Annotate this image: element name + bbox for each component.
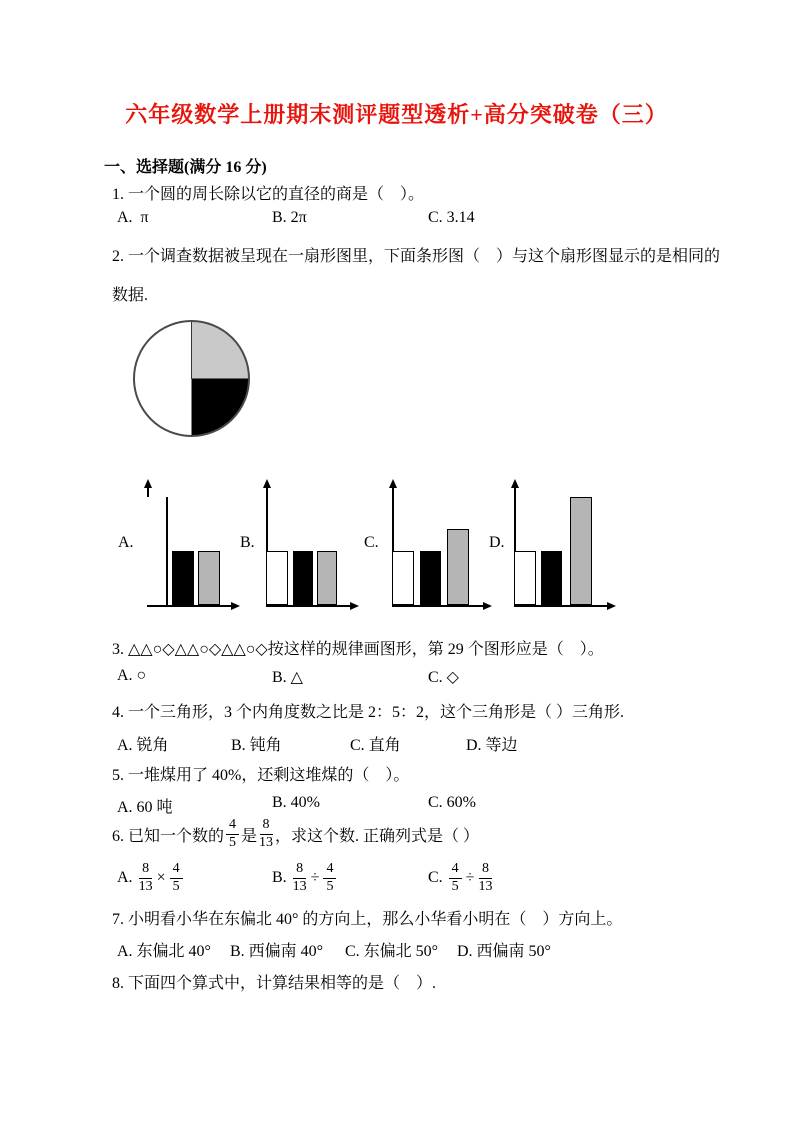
bar-gray bbox=[447, 529, 469, 605]
section-heading: 一、选择题(满分 16 分) bbox=[104, 159, 267, 176]
question-5: 5. 一堆煤用了 40%，还剩这堆煤的（ ）。 bbox=[112, 767, 410, 784]
y-axis-arrow-icon bbox=[144, 479, 152, 488]
question-4: 4. 一个三角形，3 个内角度数之比是 2：5：2，这个三角形是（ ）三角形. bbox=[112, 704, 625, 721]
q4-option-d: D. 等边 bbox=[466, 737, 518, 754]
bar-chart-option-d bbox=[514, 480, 614, 612]
q6-option-b-operator: ÷ bbox=[310, 869, 320, 886]
q6-fraction-1: $\frac{4}{5}$ bbox=[226, 818, 239, 850]
x-axis-arrow-icon bbox=[350, 602, 359, 610]
question-7: 7. 小明看小华在东偏北 40° 的方向上，那么小华看小明在（ ）方向上。 bbox=[112, 911, 623, 928]
q1-option-b: B. 2π bbox=[272, 209, 307, 226]
q6-option-c-operator: ÷ bbox=[465, 869, 475, 886]
q5-option-c: C. 60% bbox=[428, 794, 476, 811]
q6-fraction-2: $\frac{8}{13}$ bbox=[259, 816, 274, 850]
x-axis-arrow-icon bbox=[231, 602, 240, 610]
q6-option-c-fraction-1: $\frac{4}{5}$ bbox=[449, 862, 462, 894]
question-2-line2: 数据. bbox=[112, 287, 149, 304]
q6-mid: 是 bbox=[241, 827, 258, 845]
question-1: 1. 一个圆的周长除以它的直径的商是（ ）。 bbox=[112, 186, 425, 203]
q6-prefix: 6. 已知一个数的 bbox=[112, 827, 225, 845]
bar-gray bbox=[198, 551, 220, 605]
q3-option-c: C. ◇ bbox=[428, 669, 459, 686]
question-2-line1: 2. 一个调查数据被呈现在一扇形图里，下面条形图（ ）与这个扇形图显示的是相同的 bbox=[112, 248, 721, 265]
q1-option-c: C. 3.14 bbox=[428, 209, 475, 226]
bar-white bbox=[392, 551, 414, 605]
q6-option-c-label: C. bbox=[428, 869, 447, 886]
q6-option-c-fraction-2: $\frac{8}{13}$ bbox=[478, 860, 493, 894]
q6-option-a-operator: × bbox=[156, 869, 166, 886]
x-axis bbox=[147, 605, 231, 607]
q7-option-c: C. 东偏北 50° bbox=[345, 943, 439, 960]
q3-option-a: A. ○ bbox=[117, 667, 147, 684]
bar-chart-c-label: C. bbox=[364, 534, 379, 551]
x-axis-arrow-icon bbox=[483, 602, 492, 610]
q6-option-a bbox=[117, 856, 185, 900]
q1-option-a: A. π bbox=[117, 209, 149, 226]
bar-white bbox=[514, 551, 536, 605]
q6-suffix: ，求这个数. 正确列式是（ ） bbox=[275, 827, 480, 845]
question-3: 3. △△○◇△△○◇△△○◇按这样的规律画图形，第 29 个图形应是（ ）。 bbox=[112, 641, 604, 658]
pie-chart-divider-line bbox=[191, 322, 192, 379]
bar-black bbox=[293, 551, 313, 605]
bar-black bbox=[420, 551, 441, 605]
y-axis-arrow-icon bbox=[511, 479, 519, 488]
q7-option-b: B. 西偏南 40° bbox=[230, 943, 324, 960]
q6-option-c bbox=[428, 856, 494, 900]
bar-white bbox=[147, 497, 168, 605]
y-axis-arrow-icon bbox=[263, 479, 271, 488]
q4-option-a: A. 锐角 bbox=[117, 737, 169, 754]
q6-option-b-fraction-2: $\frac{4}{5}$ bbox=[323, 862, 336, 894]
bar-black bbox=[172, 551, 194, 605]
q6-option-a-label: A. bbox=[117, 869, 137, 886]
bar-gray bbox=[570, 497, 592, 605]
bar-gray bbox=[317, 551, 337, 605]
y-axis-arrow-icon bbox=[389, 479, 397, 488]
q7-option-d: D. 西偏南 50° bbox=[457, 943, 551, 960]
x-axis bbox=[514, 605, 607, 607]
bar-chart-option-a bbox=[147, 480, 247, 612]
q6-option-b-label: B. bbox=[272, 869, 291, 886]
bar-chart-a-label: A. bbox=[118, 534, 134, 551]
x-axis-arrow-icon bbox=[607, 602, 616, 610]
bar-chart-d-label: D. bbox=[489, 534, 505, 551]
bar-white bbox=[266, 551, 288, 605]
bar-chart-option-c bbox=[392, 480, 492, 612]
q6-option-a-fraction-2: $\frac{4}{5}$ bbox=[170, 862, 183, 894]
question-8: 8. 下面四个算式中，计算结果相等的是（ ）. bbox=[112, 975, 437, 992]
bar-chart-b-label: B. bbox=[240, 534, 255, 551]
q6-option-b bbox=[272, 856, 338, 900]
q5-option-a: A. 60 吨 bbox=[117, 799, 173, 816]
q4-option-c: C. 直角 bbox=[350, 737, 401, 754]
page-title: 六年级数学上册期末测评题型透析+高分突破卷（三） bbox=[125, 102, 668, 127]
q6-option-b-fraction-1: $\frac{8}{13}$ bbox=[292, 860, 307, 894]
bar-chart-option-b bbox=[266, 480, 366, 612]
q6-option-a-fraction-1: $\frac{8}{13}$ bbox=[138, 860, 153, 894]
x-axis bbox=[266, 605, 350, 607]
q4-option-b: B. 钝角 bbox=[231, 737, 282, 754]
q5-option-b: B. 40% bbox=[272, 794, 320, 811]
q7-option-a: A. 东偏北 40° bbox=[117, 943, 211, 960]
q3-option-b: B. △ bbox=[272, 669, 303, 686]
bar-black bbox=[541, 551, 562, 605]
question-6 bbox=[112, 812, 479, 856]
x-axis bbox=[392, 605, 483, 607]
